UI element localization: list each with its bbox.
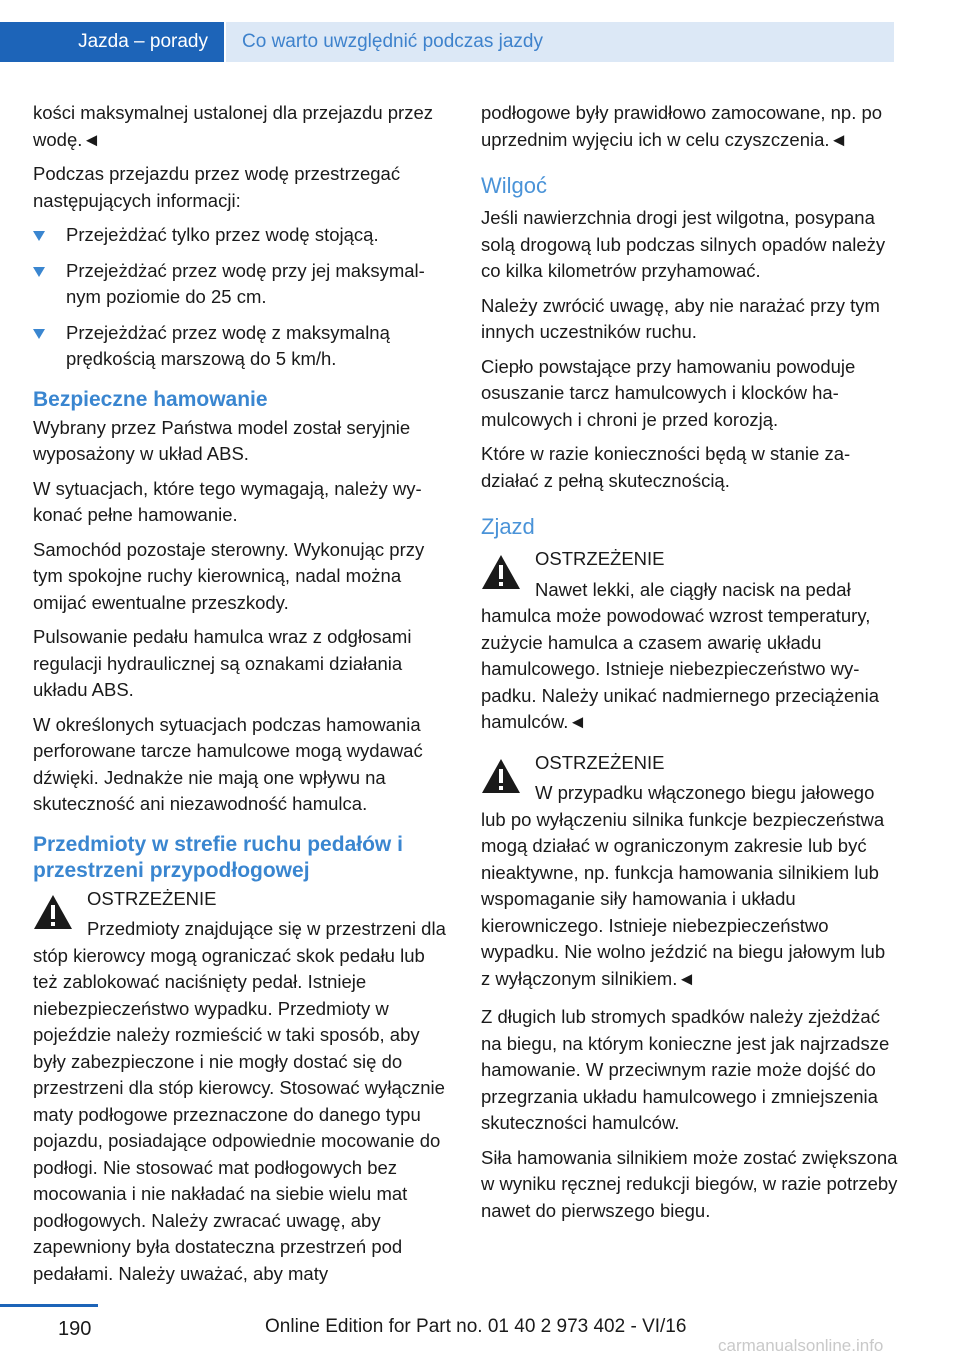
warning-title: OSTRZEŻENIE: [535, 548, 665, 569]
warning-triangle-icon: [481, 554, 521, 590]
paragraph: Które w razie konieczności będą w stanie zadziałać z pełną skutecznością.: [481, 443, 851, 491]
chapter-tab: Jazda – porady: [0, 22, 224, 62]
warning-title: OSTRZEŻENIE: [535, 751, 665, 773]
paragraph: Należy zwrócić uwagę, aby nie narażać przy tym innych uczestników ruchu.: [481, 294, 880, 342]
warning-title: OSTRZEŻENIE: [87, 887, 217, 909]
section-heading: Przedmioty w strefie ruchu pedałów i przestrzeni przypodłogowej: [33, 832, 403, 882]
paragraph: podłogowe były prawidłowo zamocowane, np. po uprzednim wyjęciu ich w celu czyszczenia.◄: [481, 102, 883, 150]
list-item: Przejeżdżać tylko przez wodę stojącą.: [33, 222, 451, 249]
section-heading: Bezpieczne hamowanie: [33, 387, 268, 411]
warning-text: Przedmioty znajdujące się w przestrzeni dla stóp kierowcy mogą ograniczać skok pedału lub też zablokować naciśnięty pedał. Istnieje niebezpieczeństwo wypadku. Przedmioty w pojeździe należy rozmieścić w taki sposób, aby były zabezpieczone i nie mogły dostać się do przestrzeni dla stóp kierowcy. Stosować wyłącznie maty podłogowe przeznaczone do danego typu pojazdu, posiadające odpowiednie mocowanie do podłogi. Nie stosować mat podłogowych bez mocowania i nie nakładać na siebie wielu mat podłogowych. Należy zwracać uwagę, aby zapewniony była dostateczna przestrzeń pod pedałami. Należy uważać, aby maty: [33, 918, 446, 1284]
left-column: [33, 100, 451, 1295]
footer-rule: [0, 1304, 98, 1307]
paragraph: W określonych sytuacjach podczas hamowania perforowane tarcze hamulcowe mogą wydawać dźwięki. Jednakże nie mają one wpływu na skuteczność ani niezawodność hamulca.: [33, 713, 423, 814]
paragraph: Jeśli nawierzchnia drogi jest wilgotna, posypana solą drogową lub podczas silnych opadów należy co kilka kilometrów przyhamować.: [481, 207, 886, 281]
section-heading: Wilgoć: [481, 173, 548, 198]
bullet-list: [33, 222, 451, 373]
warning-triangle-icon: [481, 758, 521, 794]
list-item: Przejeżdżać przez wodę z maksymalną prędkością marszową do 5 km/h.: [33, 320, 451, 373]
warning-text: W przypadku włączonego biegu jałowego lub po wyłączeniu silnika funkcje bezpieczeństwa mogą działać w ograniczonym zakresie lub być nieaktywne, np. funkcja hamowania silnikiem lub wspomaganie siły hamowania i układu kierowniczego. Istnieje niebezpieczeństwo wypadku. Nie wolno jeździć na biegu jałowym lub z wyłączonym silnikiem.◄: [481, 782, 886, 989]
warning-box: [481, 546, 899, 736]
paragraph: Ciepło powstające przy hamowaniu powoduje osuszanie tarcz hamulcowych i klocków hamulcowych i chroni je przed korozją.: [481, 355, 856, 430]
paragraph: Z długich lub stromych spadków należy zjeżdżać na biegu, na którym konieczne jest jak najrzadsze hamowanie. W przeciwnym razie może dojść do przegrzania układu hamulcowego i zmniejszenia skuteczności hamulców.: [481, 1006, 890, 1133]
bullet-triangle-icon: [33, 267, 45, 277]
paragraph: Siła hamowania silnikiem może zostać zwiększona w wyniku ręcznej redukcji biegów, w razie potrzeby nawet do pierwszego biegu.: [481, 1146, 898, 1221]
paragraph: kości maksymalnej ustalonej dla przejazdu przez wodę.◄: [33, 102, 433, 150]
paragraph: Wybrany przez Państwa model został seryjnie wyposażony w układ ABS.: [33, 416, 411, 464]
page-header: [0, 0, 960, 66]
paragraph: Podczas przejazdu przez wodę przestrzegać następujących informacji:: [33, 163, 401, 211]
warning-triangle-icon: [33, 894, 73, 930]
bullet-triangle-icon: [33, 329, 45, 339]
section-tab: Co warto uwzględnić podczas jazdy: [226, 22, 894, 62]
bullet-triangle-icon: [33, 231, 45, 241]
right-column: [481, 100, 899, 1232]
warning-box: [33, 886, 451, 1288]
warning-text: Nawet lekki, ale ciągły nacisk na pedał hamulca może powodować wzrost temperatury, zużycie hamulca a czasem awarię układu hamulcowego. Istnieje niebezpieczeństwo wypadku. Należy unikać nadmiernego przeciążenia hamulców.◄: [481, 578, 879, 732]
section-heading: Zjazd: [481, 514, 535, 539]
paragraph: Samochód pozostaje sterowny. Wykonując przy tym spokojne ruchy kierownicą, nadal można omijać ewentualne przeszkody.: [33, 538, 425, 613]
page-number: 190: [58, 1318, 92, 1340]
warning-box: [481, 750, 899, 993]
edition-note: Online Edition for Part no. 01 40 2 973 402 - VI/16: [265, 1316, 687, 1337]
paragraph: W sytuacjach, które tego wymagają, należy wykonać pełne hamowanie.: [33, 477, 422, 525]
list-item: Przejeżdżać przez wodę przy jej maksymalnym poziomie do 25 cm.: [33, 258, 451, 311]
paragraph: Pulsowanie pedału hamulca wraz z odgłosami regulacji hydraulicznej są oznakami działania układu ABS.: [33, 626, 412, 700]
watermark: carmanualsonline.info: [718, 1336, 884, 1355]
